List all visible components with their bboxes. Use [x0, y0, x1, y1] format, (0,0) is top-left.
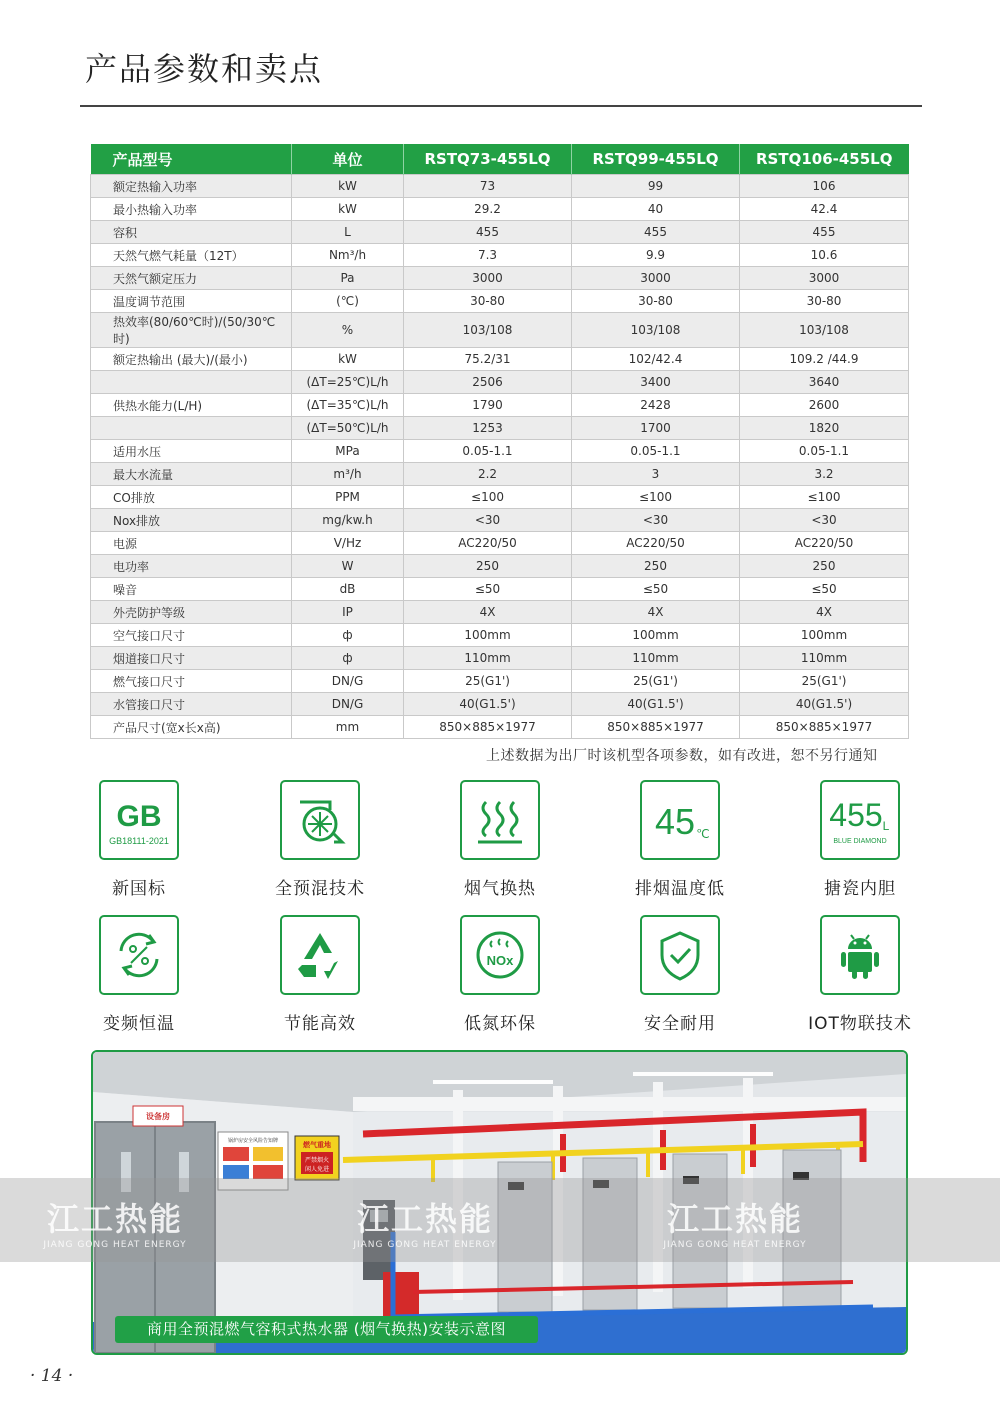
param-name-cell: 烟道接口尺寸	[91, 647, 292, 670]
header-unit: 单位	[292, 144, 404, 175]
value-cell: ≤50	[572, 578, 740, 601]
value-cell: 99	[572, 175, 740, 198]
value-cell: 29.2	[404, 198, 572, 221]
unit-cell: ф	[292, 624, 404, 647]
unit-cell: kW	[292, 198, 404, 221]
unit-cell: m³/h	[292, 463, 404, 486]
unit-cell: mg/kw.h	[292, 509, 404, 532]
page-number: · 14 ·	[30, 1366, 74, 1386]
table-row	[91, 371, 909, 394]
value-cell: 2428	[572, 394, 740, 417]
table-row	[91, 555, 909, 578]
svg-text:45: 45	[654, 801, 696, 842]
table-row	[91, 394, 909, 417]
value-cell: AC220/50	[404, 532, 572, 555]
param-name-cell: 最小热输入功率	[91, 198, 292, 221]
param-name-cell: 额定热输入功率	[91, 175, 292, 198]
value-cell: ≤100	[572, 486, 740, 509]
value-cell: 3400	[572, 371, 740, 394]
table-row	[91, 624, 909, 647]
value-cell: 9.9	[572, 244, 740, 267]
value-cell: 455	[404, 221, 572, 244]
table-row	[91, 509, 909, 532]
table-row	[91, 198, 909, 221]
value-cell: 110mm	[404, 647, 572, 670]
param-name-cell: 水管接口尺寸	[91, 693, 292, 716]
value-cell: 7.3	[404, 244, 572, 267]
unit-cell: %	[292, 313, 404, 348]
value-cell: 4X	[404, 601, 572, 624]
value-cell: 103/108	[404, 313, 572, 348]
installation-caption: 商用全预混燃气容积式热水器 (烟气换热)安装示意图	[115, 1316, 538, 1343]
header-model-1: RSTQ73-455LQ	[404, 144, 572, 175]
value-cell: AC220/50	[740, 532, 909, 555]
value-cell: 73	[404, 175, 572, 198]
unit-cell: IP	[292, 601, 404, 624]
table-row	[91, 313, 909, 348]
value-cell: 30-80	[740, 290, 909, 313]
param-name-cell	[91, 417, 292, 440]
unit-cell: Nm³/h	[292, 244, 404, 267]
value-cell: 0.05-1.1	[404, 440, 572, 463]
feature-enamel-tank	[785, 780, 935, 899]
svg-text:严禁烟火: 严禁烟火	[304, 1157, 330, 1164]
unit-cell: ф	[292, 647, 404, 670]
param-name-cell: 燃气接口尺寸	[91, 670, 292, 693]
value-cell: 850×885×1977	[740, 716, 909, 739]
recycle-icon	[280, 915, 360, 995]
unit-cell: DN/G	[292, 670, 404, 693]
svg-text:455: 455	[829, 797, 883, 833]
value-cell: 2.2	[404, 463, 572, 486]
watermark-logo: 江工热能 JIANG GONG HEAT ENERGY	[353, 1200, 497, 1250]
value-cell: 1790	[404, 394, 572, 417]
feature-label: 低氮环保	[464, 1014, 536, 1034]
value-cell: 109.2 /44.9	[740, 348, 909, 371]
unit-cell: kW	[292, 348, 404, 371]
param-name-cell: 天然气燃气耗量（12T）	[91, 244, 292, 267]
feature-label: 烟气换热	[464, 879, 536, 899]
param-name-cell: 空气接口尺寸	[91, 624, 292, 647]
table-row	[91, 267, 909, 290]
param-name-cell: 容积	[91, 221, 292, 244]
param-name-cell: 额定热输出 (最大)/(最小)	[91, 348, 292, 371]
svg-text:GB: GB	[116, 800, 162, 833]
feature-variable-frequency	[64, 915, 214, 1034]
param-name-cell: CO排放	[91, 486, 292, 509]
header-model-3: RSTQ106-455LQ	[740, 144, 909, 175]
fan-premix-icon	[280, 780, 360, 860]
value-cell: 106	[740, 175, 909, 198]
watermark-logo: 江工热能 JIANG GONG HEAT ENERGY	[663, 1200, 807, 1250]
shield-check-icon	[640, 915, 720, 995]
param-name-cell: 电源	[91, 532, 292, 555]
unit-cell: DN/G	[292, 693, 404, 716]
value-cell: 103/108	[572, 313, 740, 348]
value-cell: 455	[572, 221, 740, 244]
value-cell: 2600	[740, 394, 909, 417]
svg-text:设备房: 设备房	[146, 1112, 170, 1121]
param-name-cell: 电功率	[91, 555, 292, 578]
value-cell: 250	[404, 555, 572, 578]
page-title: 产品参数和卖点	[85, 50, 324, 88]
feature-label: 排烟温度低	[635, 879, 725, 899]
unit-cell: Pa	[292, 267, 404, 290]
value-cell: 75.2/31	[404, 348, 572, 371]
svg-text:℃: ℃	[696, 827, 710, 841]
value-cell: AC220/50	[572, 532, 740, 555]
feature-iot	[785, 915, 935, 1034]
svg-text:BLUE DIAMOND: BLUE DIAMOND	[833, 838, 887, 845]
feature-low-nox	[425, 915, 575, 1034]
frequency-percent-icon	[99, 915, 179, 995]
value-cell: 110mm	[572, 647, 740, 670]
table-row	[91, 440, 909, 463]
tank-capacity-icon	[820, 780, 900, 860]
unit-cell: L	[292, 221, 404, 244]
table-row	[91, 244, 909, 267]
unit-cell: W	[292, 555, 404, 578]
table-row	[91, 670, 909, 693]
unit-cell: MPa	[292, 440, 404, 463]
value-cell: 3000	[404, 267, 572, 290]
table-row	[91, 463, 909, 486]
unit-cell: (ΔT=35℃)L/h	[292, 394, 404, 417]
table-row	[91, 486, 909, 509]
gb-standard-icon	[99, 780, 179, 860]
param-name-cell: 适用水压	[91, 440, 292, 463]
header-model-2: RSTQ99-455LQ	[572, 144, 740, 175]
value-cell: 40	[572, 198, 740, 221]
table-row	[91, 348, 909, 371]
param-name-cell: 热效率(80/60℃时)/(50/30℃时)	[91, 313, 292, 348]
unit-cell: dB	[292, 578, 404, 601]
svg-text:闲人免进: 闲人免进	[304, 1166, 330, 1173]
param-name-cell	[91, 371, 292, 394]
table-row	[91, 601, 909, 624]
feature-label: 变频恒温	[103, 1014, 175, 1034]
value-cell: 100mm	[404, 624, 572, 647]
value-cell: 25(G1')	[404, 670, 572, 693]
table-row	[91, 417, 909, 440]
param-name-cell: 供热水能力(L/H)	[91, 394, 292, 417]
table-row	[91, 221, 909, 244]
svg-text:锅炉房安全风险告知牌: 锅炉房安全风险告知牌	[227, 1138, 279, 1144]
unit-cell: (ΔT=50℃)L/h	[292, 417, 404, 440]
value-cell: 100mm	[572, 624, 740, 647]
spec-table	[90, 144, 909, 739]
value-cell: 3000	[572, 267, 740, 290]
svg-text:GB18111-2021: GB18111-2021	[109, 836, 169, 846]
feature-gb-standard	[64, 780, 214, 899]
svg-text:燃气重地: 燃气重地	[303, 1141, 331, 1149]
value-cell: 850×885×1977	[404, 716, 572, 739]
value-cell: 0.05-1.1	[572, 440, 740, 463]
feature-label: 新国标	[112, 879, 166, 899]
value-cell: 10.6	[740, 244, 909, 267]
param-name-cell: 噪音	[91, 578, 292, 601]
value-cell: 40(G1.5')	[404, 693, 572, 716]
value-cell: 25(G1')	[572, 670, 740, 693]
value-cell: 455	[740, 221, 909, 244]
value-cell: 110mm	[740, 647, 909, 670]
value-cell: 1253	[404, 417, 572, 440]
temperature-icon	[640, 780, 720, 860]
table-row	[91, 647, 909, 670]
spec-table-body	[91, 175, 909, 739]
feature-label: 节能高效	[284, 1014, 356, 1034]
unit-cell: (℃)	[292, 290, 404, 313]
value-cell: 3000	[740, 267, 909, 290]
unit-cell: (ΔT=25℃)L/h	[292, 371, 404, 394]
feature-premix	[245, 780, 395, 899]
param-name-cell: Nox排放	[91, 509, 292, 532]
table-row	[91, 175, 909, 198]
feature-label: 全预混技术	[275, 879, 365, 899]
unit-cell: kW	[292, 175, 404, 198]
value-cell: ≤50	[740, 578, 909, 601]
table-row	[91, 716, 909, 739]
svg-text:L: L	[882, 819, 890, 833]
value-cell: 4X	[740, 601, 909, 624]
value-cell: 250	[740, 555, 909, 578]
feature-low-exhaust-temp	[605, 780, 755, 899]
value-cell: 42.4	[740, 198, 909, 221]
value-cell: 102/42.4	[572, 348, 740, 371]
unit-cell: V/Hz	[292, 532, 404, 555]
table-row	[91, 532, 909, 555]
table-note: 上述数据为出厂时该机型各项参数，如有改进，恕不另行通知	[486, 748, 878, 764]
param-name-cell: 产品尺寸(宽x长x高)	[91, 716, 292, 739]
param-name-cell: 温度调节范围	[91, 290, 292, 313]
param-name-cell: 外壳防护等级	[91, 601, 292, 624]
value-cell: ≤100	[404, 486, 572, 509]
value-cell: 1700	[572, 417, 740, 440]
param-name-cell: 天然气额定压力	[91, 267, 292, 290]
table-row	[91, 578, 909, 601]
value-cell: 3640	[740, 371, 909, 394]
value-cell: <30	[404, 509, 572, 532]
unit-cell: PPM	[292, 486, 404, 509]
value-cell: 2506	[404, 371, 572, 394]
table-row	[91, 693, 909, 716]
feature-flue-heat	[425, 780, 575, 899]
value-cell: <30	[572, 509, 740, 532]
value-cell: 40(G1.5')	[740, 693, 909, 716]
feature-label: 安全耐用	[644, 1014, 716, 1034]
table-row	[91, 290, 909, 313]
value-cell: 3	[572, 463, 740, 486]
value-cell: 100mm	[740, 624, 909, 647]
param-name-cell: 最大水流量	[91, 463, 292, 486]
value-cell: 40(G1.5')	[572, 693, 740, 716]
value-cell: 0.05-1.1	[740, 440, 909, 463]
svg-text:NOx: NOx	[486, 953, 514, 968]
value-cell: ≤50	[404, 578, 572, 601]
value-cell: 250	[572, 555, 740, 578]
value-cell: 4X	[572, 601, 740, 624]
value-cell: 3.2	[740, 463, 909, 486]
feature-energy-saving	[245, 915, 395, 1034]
android-icon	[820, 915, 900, 995]
unit-cell: mm	[292, 716, 404, 739]
feature-safe-durable	[605, 915, 755, 1034]
feature-label: 搪瓷内胆	[824, 879, 896, 899]
feature-label: IOT物联技术	[808, 1014, 912, 1034]
value-cell: <30	[740, 509, 909, 532]
value-cell: ≤100	[740, 486, 909, 509]
value-cell: 25(G1')	[740, 670, 909, 693]
watermark-logo: 江工热能 JIANG GONG HEAT ENERGY	[43, 1200, 187, 1250]
value-cell: 103/108	[740, 313, 909, 348]
spec-table-header	[91, 144, 909, 175]
value-cell: 850×885×1977	[572, 716, 740, 739]
value-cell: 30-80	[404, 290, 572, 313]
value-cell: 30-80	[572, 290, 740, 313]
header-model: 产品型号	[91, 144, 292, 175]
value-cell: 1820	[740, 417, 909, 440]
heat-waves-icon	[460, 780, 540, 860]
title-divider	[80, 105, 922, 107]
nox-icon	[460, 915, 540, 995]
